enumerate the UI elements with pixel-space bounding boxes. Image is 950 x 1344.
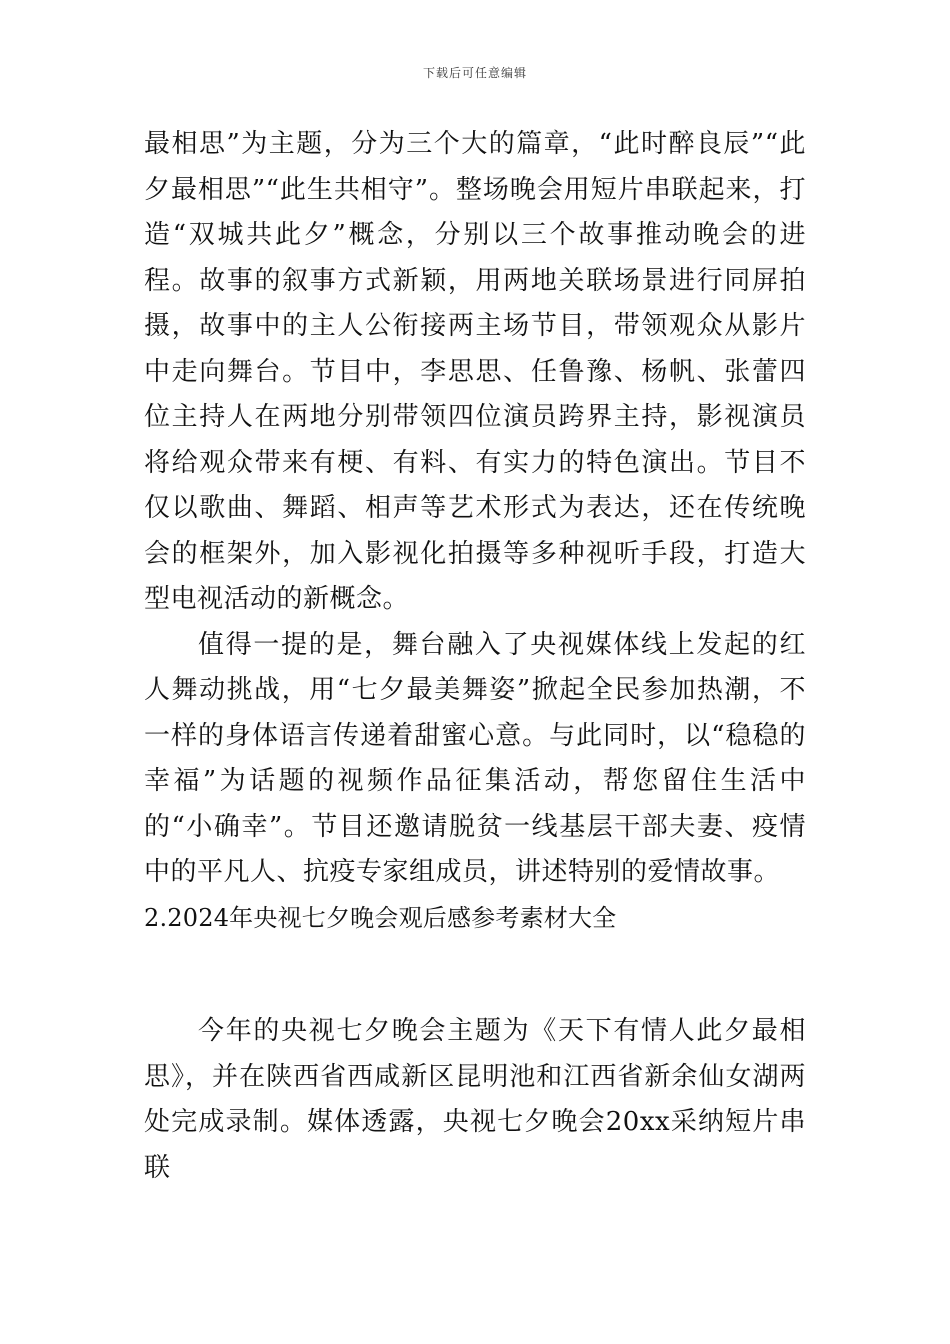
section-heading: 2.2024年央视七夕晚会观后感参考素材大全 [144, 903, 617, 932]
body-paragraph-1: 最相思”为主题，分为三个大的篇章，“此时醉良辰”“此夕最相思”“此生共相守”。整场晚会用短片串联起来，打造“双城共此夕”概念，分别以三个故事推动晚会的进程。故事的叙事方式新颖，用两地关联场景进行同屏拍摄，故事中的主人公衔接两主场节目，带领观众从影片中走向舞台。节目中，李思思、任鲁豫、杨帆、张蕾四位主持人在两地分别带领四位演员跨界主持，影视演员将给观众带来有梗、有料、有实力的特色演出。节目不仅以歌曲、舞蹈、相声等艺术形式为表达，还在传统晚会的框架外，加入影视化拍摄等多种视听手段，打造大型电视活动的新概念。 [144, 129, 806, 614]
paragraph-gap [144, 941, 806, 1009]
body-paragraph-3: 今年的央视七夕晚会主题为《天下有情人此夕最相思》，并在陕西省西咸新区昆明池和江西省新余仙女湖两处完成录制。媒体透露，央视七夕晚会20xx采纳短片串联 [144, 1016, 806, 1183]
page-header: 下载后可任意编辑 [422, 66, 527, 80]
document-body [144, 122, 806, 1191]
body-paragraph-2: 值得一提的是，舞台融入了央视媒体线上发起的红人舞动挑战，用“七夕最美舞姿”掀起全民参加热潮，不一样的身体语言传递着甜蜜心意。与此同时，以“稳稳的幸福”为话题的视频作品征集活动，帮您留住生活中的“小确幸”。节目还邀请脱贫一线基层干部夫妻、疫情中的平凡人、抗疫专家组成员，讲述特别的爱情故事。 [144, 629, 806, 887]
